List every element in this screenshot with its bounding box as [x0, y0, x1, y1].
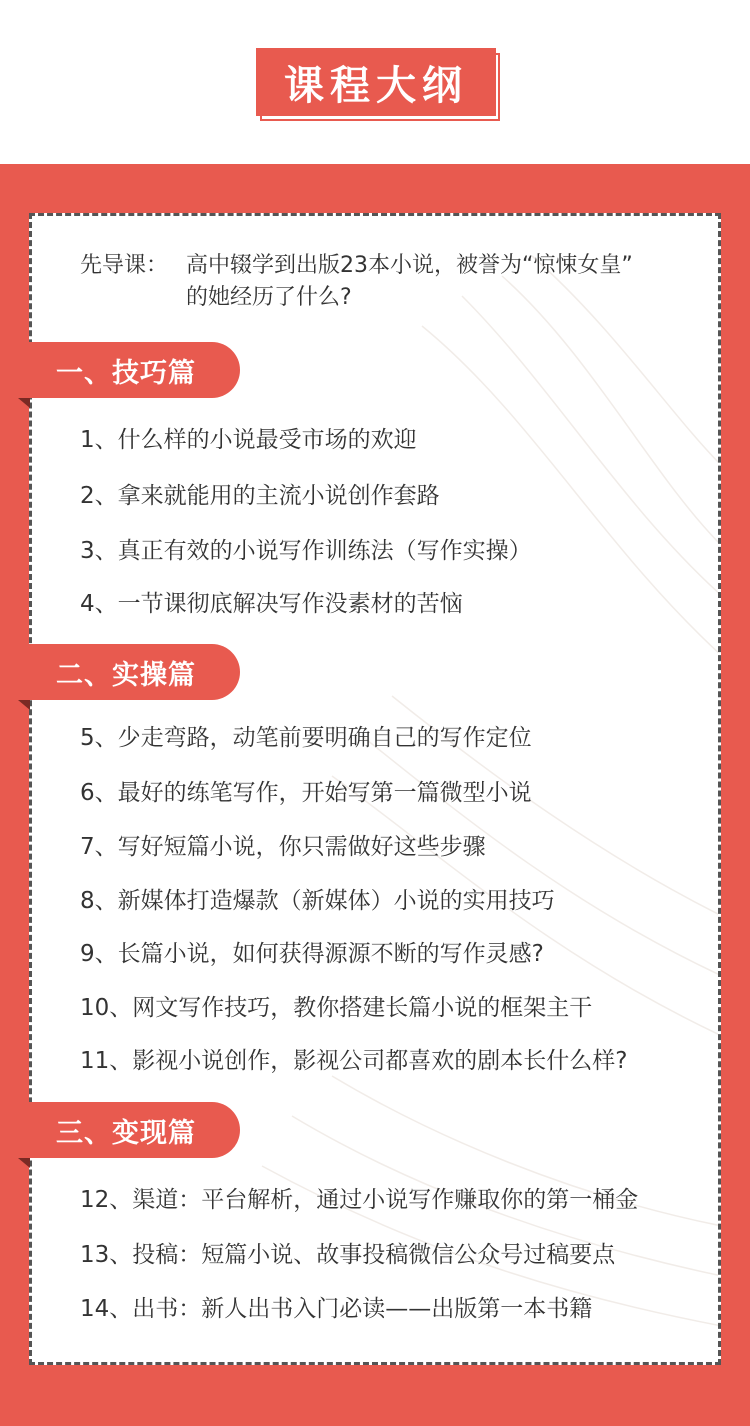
title-badge	[256, 48, 496, 116]
ribbon-fold	[18, 700, 30, 710]
page-title: 课程大纲	[284, 61, 468, 109]
section-header-practice	[18, 644, 240, 700]
list-item: 9、长篇小说，如何获得源源不断的写作灵感?	[80, 941, 544, 967]
list-item: 6、最好的练笔写作，开始写第一篇微型小说	[80, 780, 532, 806]
intro-text-line1: 高中辍学到出版23本小说，被誉为“惊悚女皇”	[186, 253, 633, 278]
ribbon-fold	[18, 398, 30, 408]
list-item: 12、渠道：平台解析，通过小说写作赚取你的第一桶金	[80, 1187, 639, 1213]
ribbon-fold	[18, 1158, 30, 1168]
list-item: 11、影视小说创作，影视公司都喜欢的剧本长什么样?	[80, 1048, 628, 1074]
list-item: 8、新媒体打造爆款（新媒体）小说的实用技巧	[80, 888, 555, 914]
page-title-badge	[256, 48, 502, 122]
intro-text-line2: 的她经历了什么?	[186, 285, 352, 310]
list-item: 4、一节课彻底解决写作没素材的苦恼	[80, 591, 463, 617]
section-header-skills	[18, 342, 240, 398]
list-item: 13、投稿：短篇小说、故事投稿微信公众号过稿要点	[80, 1242, 616, 1268]
section-header-monetize	[18, 1102, 240, 1158]
list-item: 3、真正有效的小说写作训练法（写作实操）	[80, 538, 532, 564]
list-item: 10、网文写作技巧，教你搭建长篇小说的框架主干	[80, 995, 593, 1021]
list-item: 14、出书：新人出书入门必读——出版第一本书籍	[80, 1296, 593, 1322]
list-item: 1、什么样的小说最受市场的欢迎	[80, 427, 417, 453]
intro-lead: 先导课：	[80, 253, 169, 278]
intro-block	[80, 250, 720, 314]
section-label: 一、技巧篇	[56, 357, 196, 389]
list-item: 2、拿来就能用的主流小说创作套路	[80, 483, 440, 509]
list-item: 7、写好短篇小说，你只需做好这些步骤	[80, 834, 486, 860]
section-label: 三、变现篇	[56, 1117, 196, 1149]
list-item: 5、少走弯路，动笔前要明确自己的写作定位	[80, 725, 532, 751]
section-label: 二、实操篇	[56, 659, 196, 691]
